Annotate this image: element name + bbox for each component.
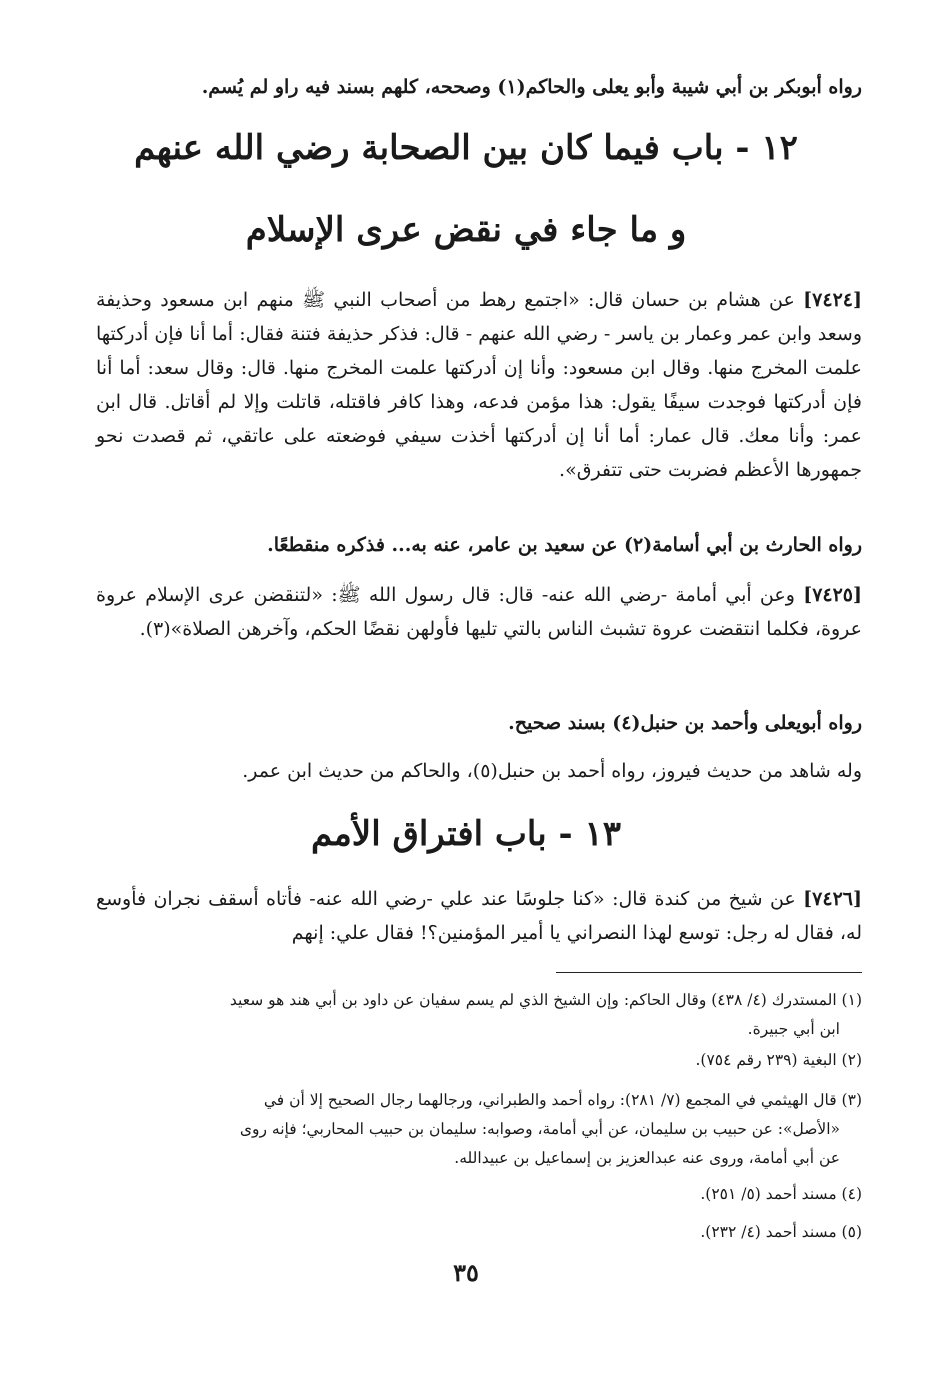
footnote-separator — [556, 972, 862, 973]
hadith-7424-source: رواه الحارث بن أبي أسامة(٢) عن سعيد بن عامر، عنه به... فذكره منقطعًا. — [267, 534, 862, 556]
hadith-number: [٧٤٢٦] — [803, 888, 862, 910]
page-number: ٣٥ — [453, 1258, 479, 1287]
hadith-text: عن شيخ من كندة قال: «كنا جلوسًا عند علي -رضي الله عنه- فأتاه أسقف نجران فأوسع له، فقال له رجل: توسع لهذا النصراني يا أمير المؤمنين؟! فقال علي: إنهم — [96, 888, 862, 944]
hadith-7425-source: رواه أبويعلى وأحمد بن حنبل(٤) بسند صحيح. — [508, 712, 862, 734]
footnote-3-line1: (٣) قال الهيثمي في المجمع (٧/ ٢٨١): رواه أحمد والطبراني، ورجالهما رجال الصحيح إلا أن في — [263, 1091, 862, 1109]
hadith-text: عن هشام بن حسان قال: «اجتمع رهط من أصحاب النبي ﷺ منهم ابن مسعود وحذيفة وسعد وابن عمر وعمار بن ياسر - رضي الله عنهم - قال: فذكر حذيفة فتنة فقال: أما أنا فإن أدركتها علمت المخرج منها. وقال ابن مسعود: وأنا إن أدركتها علمت المخرج منها. قال: وقال سعد: أما أنا فإن أدركتها فوجدت سيفًا يقول: هذا مؤمن فدعه، وهذا كافر فاقتله، قاتلت وإلا لم أقاتل. قال ابن عمر: وأنا معك. قال عمار: أما أنا إن أدركتها أخذت سيفي فوضعته على عاتقي، ثم قصدت نحو جمهورها الأعظم فضربت حتى تتفرق». — [96, 289, 862, 481]
footnote-5: (٥) مسند أحمد (٤/ ٢٣٢). — [700, 1223, 862, 1241]
hadith-7425 — [96, 578, 862, 646]
footnote-3-line2: «الأصل»: عن حبيب بن سليمان، عن أبي أمامة، وصوابه: سليمان بن حبيب المحاربي؛ فإنه روى — [239, 1120, 840, 1138]
footnote-1-line2: ابن أبي جبيرة. — [747, 1020, 840, 1038]
hadith-number: [٧٤٢٤] — [803, 289, 862, 311]
footnote-3 — [96, 1086, 862, 1173]
footnote-1-line1: (١) المستدرك (٤/ ٤٣٨) وقال الحاكم: وإن الشيخ الذي لم يسم سفيان عن داود بن أبي هند هو سعيد — [229, 991, 862, 1009]
intro-line: رواه أبوبكر بن أبي شيبة وأبو يعلى والحاكم(١) وصححه، كلهم بسند فيه راو لم يُسم. — [201, 76, 862, 98]
hadith-text: وعن أبي أمامة -رضي الله عنه- قال: قال رسول الله ﷺ: «لتنقضن عرى الإسلام عروة عروة، فكلما انتقضت عروة تشبث الناس بالتي تليها فأولهن نقضًا الحكم، وآخرهن الصلاة»(٣). — [96, 584, 862, 640]
hadith-7424 — [96, 283, 862, 487]
footnote-3-line3: عن أبي أمامة، وروى عنه عبدالعزيز بن إسماعيل بن عبيدالله. — [454, 1149, 840, 1167]
footnote-2: (٢) البغية (٢٣٩ رقم ٧٥٤). — [695, 1051, 862, 1069]
hadith-number: [٧٤٢٥] — [803, 584, 863, 606]
chapter-13-title: ١٣ - باب افتراق الأمم — [310, 814, 622, 854]
chapter-12-title-line1: ١٢ - باب فيما كان بين الصحابة رضي الله عنهم — [134, 128, 798, 168]
footnote-1 — [96, 986, 862, 1044]
hadith-7425-witness: وله شاهد من حديث فيروز، رواه أحمد بن حنبل(٥)، والحاكم من حديث ابن عمر. — [242, 760, 862, 782]
hadith-7426 — [96, 882, 862, 950]
chapter-12-title-line2: و ما جاء في نقض عرى الإسلام — [245, 210, 687, 250]
footnote-4: (٤) مسند أحمد (٥/ ٢٥١). — [700, 1185, 862, 1203]
